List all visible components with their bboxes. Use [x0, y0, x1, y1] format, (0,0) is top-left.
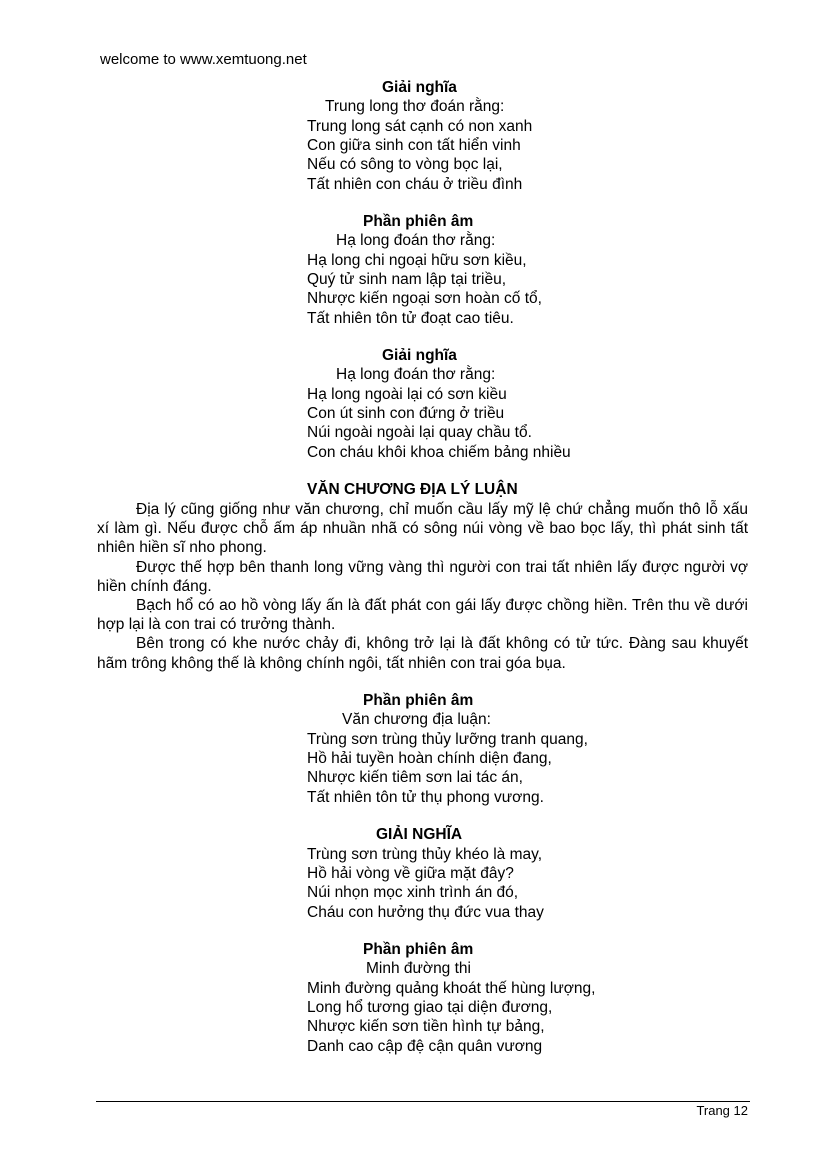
essay-paragraph: Được thế hợp bên thanh long vững vàng thì người con trai tất nhiên lấy được người vợ hiền chính đáng. [97, 558, 748, 595]
essay-paragraph: Bên trong có khe nước chảy đi, không trở lại là đất không có tử tức. Đàng sau khuyết hãm trông không thế là không chính ngôi, tất nhiên con trai góa bụa. [97, 635, 748, 672]
poem-line: Núi ngoài ngoài lại quay chầu tổ. [307, 424, 532, 442]
page-number: Trang 12 [696, 1103, 748, 1118]
poem-line: Nhược kiến ngoại sơn hoàn cố tổ, [307, 290, 542, 308]
section-heading: Giải nghĩa [382, 347, 457, 364]
poem-line: Minh đường quảng khoát thế hùng lượng, [307, 980, 596, 997]
poem-line: Con út sinh con đứng ở triều [307, 405, 505, 423]
poem-line: Danh cao cập đệ cận quân vương [307, 1037, 543, 1055]
poem-line: Con cháu khôi khoa chiếm bảng nhiều [307, 443, 571, 461]
section-heading: Phần phiên âm [363, 941, 474, 958]
poem-line: Hồ hải tuyền hoàn chính diện đang, [307, 750, 552, 768]
poem-intro: Văn chương địa luận: [342, 711, 491, 728]
poem-verse [307, 730, 588, 807]
poem-line: Hồ hải vòng về giữa mặt đây? [307, 865, 514, 883]
poem-line: Quý tử sinh nam lập tại triều, [307, 271, 507, 289]
header-site-text: welcome to www.xemtuong.net [100, 51, 307, 68]
poem-line: Hạ long ngoài lại có sơn kiều [307, 386, 507, 403]
poem-line: Hạ long chi ngoại hữu sơn kiều, [307, 252, 527, 269]
poem-intro: Minh đường thi [366, 960, 471, 977]
poem-line: Núi nhọn mọc xinh trình án đó, [307, 884, 519, 902]
poem-verse [307, 385, 571, 462]
section-heading: GIẢI NGHĨA [376, 826, 463, 843]
section-heading: Phần phiên âm [363, 213, 474, 230]
poem-verse [307, 117, 532, 194]
poem-line: Nhược kiến sơn tiền hình tự bảng, [307, 1018, 545, 1036]
section-heading: Giải nghĩa [382, 79, 457, 96]
poem-line: Cháu con hưởng thụ đức vua thay [307, 903, 544, 921]
poem-line: Con giữa sinh con tất hiển vinh [307, 137, 521, 155]
poem-line: Trùng sơn trùng thủy khéo là may, [307, 846, 543, 863]
poem-verse [307, 979, 595, 1056]
poem-line: Long hổ tương giao tại diện đương, [307, 999, 553, 1017]
poem-line: Trung long sát cạnh có non xanh [307, 118, 533, 135]
poem-intro: Trung long thơ đoán rằng: [325, 98, 505, 115]
essay-heading: VĂN CHƯƠNG ĐỊA LÝ LUẬN [307, 481, 518, 498]
poem-intro: Hạ long đoán thơ rằng: [336, 366, 496, 383]
poem-line: Trùng sơn trùng thủy lưỡng tranh quang, [307, 731, 588, 748]
poem-line: Tất nhiên tôn tử thụ phong vương. [307, 788, 544, 806]
poem-verse [307, 251, 542, 328]
footer-divider [96, 1101, 750, 1102]
poem-line: Tất nhiên tôn tử đoạt cao tiêu. [307, 309, 514, 327]
poem-verse [307, 845, 544, 922]
poem-line: Nhược kiến tiêm sơn lai tác án, [307, 769, 523, 787]
essay-paragraph: Địa lý cũng giống như văn chương, chỉ muốn cầu lấy mỹ lệ chứ chẳng muốn thô lỗ xấu xí làm gì. Nếu được chỗ ấm áp nhuần nhã có sông núi vòng về bao bọc lấy, thì phát sinh tất nhiên hiền sĩ nho phong. [97, 501, 748, 557]
poem-line: Nếu có sông to vòng bọc lại, [307, 156, 503, 174]
poem-line: Tất nhiên con cháu ở triều đình [307, 175, 523, 193]
section-heading: Phần phiên âm [363, 692, 474, 709]
poem-intro: Hạ long đoán thơ rằng: [336, 232, 496, 249]
essay-body [97, 500, 748, 673]
essay-paragraph: Bạch hổ có ao hồ vòng lấy ấn là đất phát con gái lấy được chồng hiền. Trên thu về dưới hợp lại là con trai có trưởng thành. [97, 597, 748, 634]
